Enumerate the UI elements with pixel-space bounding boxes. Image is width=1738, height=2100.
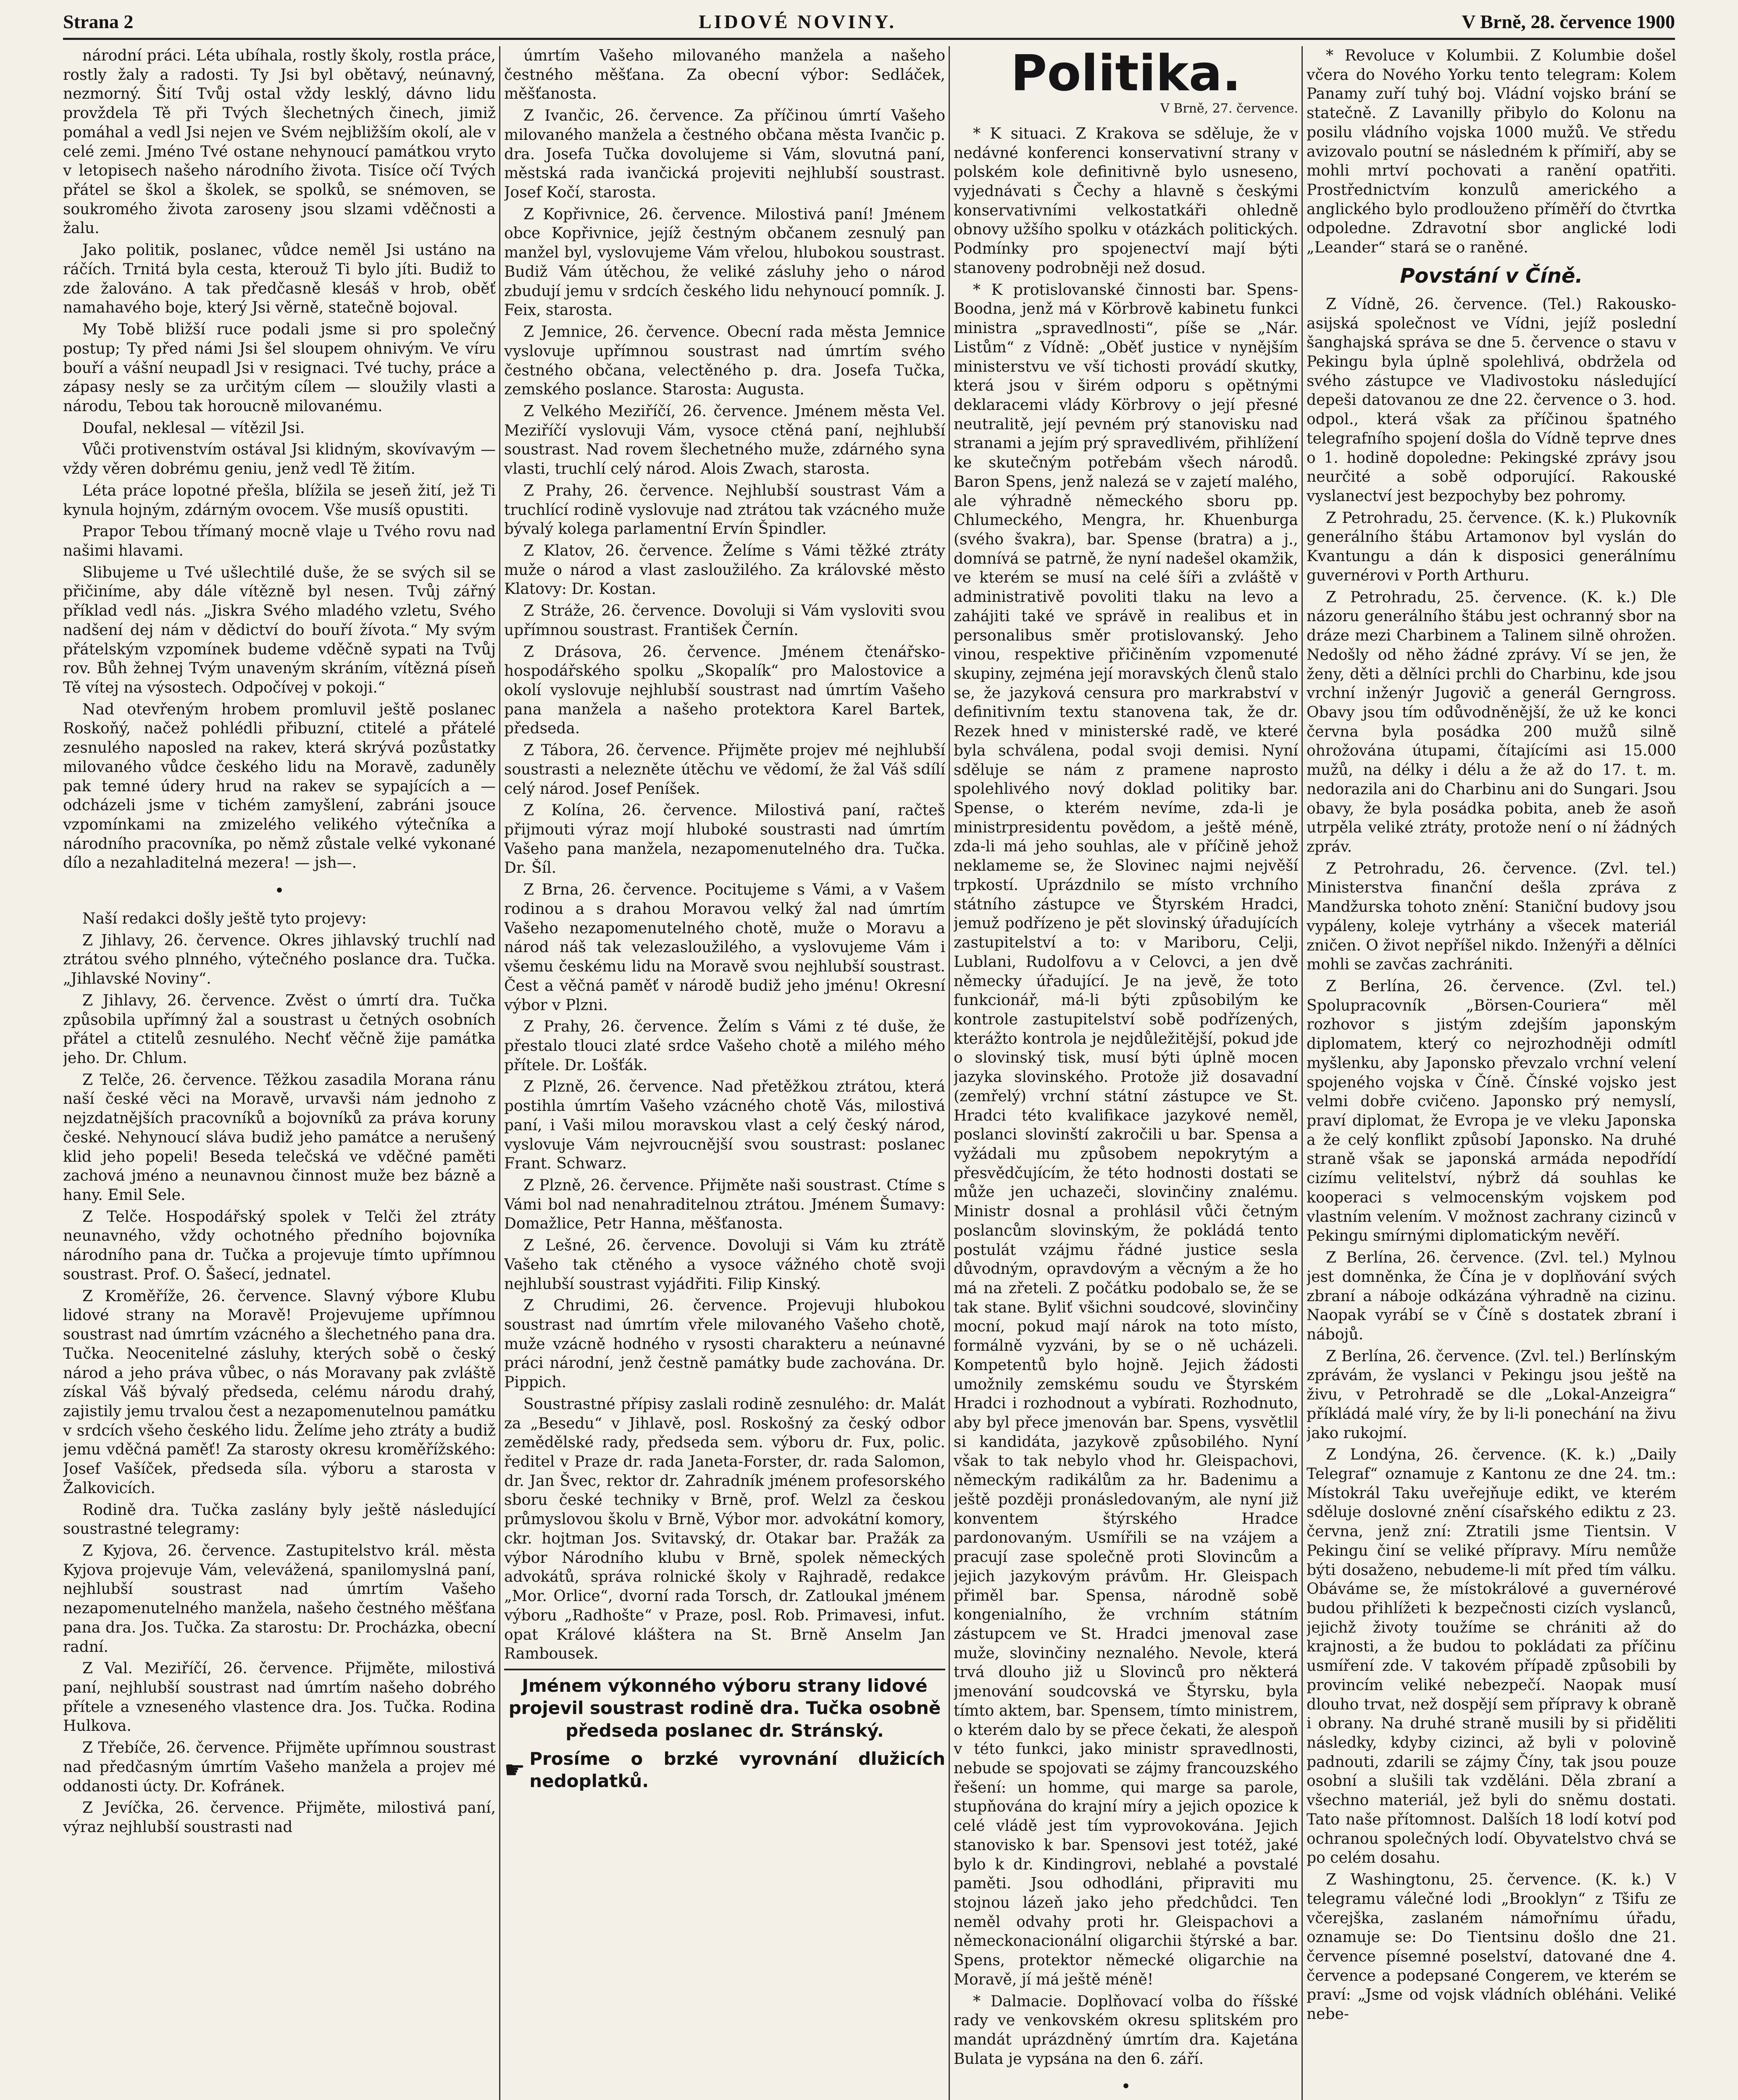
paragraph: Rodině dra. Tučka zaslány byly ještě následující soustrastné telegramy: bbox=[63, 1501, 496, 1538]
paragraph: Naší redakci došly ještě tyto projevy: bbox=[82, 910, 367, 927]
telegram: Z Telče, 26. července. Těžkou zasadila Morana ránu naší české věci na Moravě, urvavši nám jednoho z nejzdatnějších pracovníků a bojovníků za práva koruny české. Nehynoucí sláva budiž jeho památce a nerušený klid jeho popeli! Beseda telečská ve vděčné paměti zachová jméno a neunavnou činnost muže bez bázně a hany. Emil Sele. bbox=[63, 1071, 496, 1204]
telegram: Z Chrudimi, 26. července. Projevuji hlubokou soustrast nad úmrtím vřele milovaného Vašeho chotě, muže vzácně hodného v rysosti charakteru a neúnavné práci národní, jenž čestně památky bude zachována. Dr. Pippich. bbox=[504, 1297, 945, 1391]
telegram: Z Drásova, 26. července. Jménem čtenářsko-hospodářského spolku „Skopalík“ pro Malostovice a okolí vyslovuje nejhlubší soustrast nad úmrtím Vašeho pana manžela a našeho protektora Karel Bartek, předseda. bbox=[504, 643, 945, 738]
section-title: Povstání v Číně. bbox=[1400, 264, 1583, 288]
dispatch: Z Vídně, 26. července. (Tel.) Rakousko-asijská společnost ve Vídni, jejíž poslední šanghajská správa se dne 5. července o stavu v Pekingu byla úplně spolehlivá, obdržela od svého zástupce ve Vladivostoku následující depeši datovanou ze dne 22. července o 3. hod. odpol., která však za příčinou špatného telegrafního spojení došla do Vídně teprve dnes o 1. hodině dopoledne: Pekingské zprávy jsou neurčité a sobě odporující. Rakouské vyslanectví jest bezpochyby bez pohromy. bbox=[1307, 295, 1676, 505]
separator-mark: • bbox=[1121, 2077, 1131, 2097]
paragraph: Doufal, neklesal — vítězil Jsi. bbox=[82, 419, 305, 437]
telegram: Z Kolína, 26. července. Milostivá paní, račteš přijmouti výraz mojí hluboké soustrasti nad úmrtím Vašeho pana manžela, nezapomenutelného dra. Tučka. Dr. Šíl. bbox=[504, 802, 945, 877]
dispatch: Z Petrohradu, 25. července. (K. k.) Dle názoru generálního štábu jest ochranný sbor na dráze mezi Charbinem a Talinem silně ohrožen. Nedošly od něho žádné zprávy. Ví se jen, že ženy, děti a dělníci prchli do Charbinu, kde jsou vrchní inženýr Jugovič a generál Gerngross. Obavy jsou tím odůvodněnější, že už ke konci června byla posádka 200 mužů silně ohrožována útupami, čítajícími asi 15.000 mužů, na délky i délu a že až do 17. t. m. nedorazila ani do Charbinu ani do Sungari. Jsou obavy, že byla posádka pobita, aneb že asoň utrpěla veliké ztráty, protože není o ní žádných zpráv. bbox=[1307, 588, 1676, 856]
paragraph: Léta práce lopotné přešla, blížila se jeseň žití, jež Ti kynula hojným, zdárným ovocem. Vše musíš opustiti. bbox=[63, 482, 496, 519]
telegram: Z Kroměříže, 26. července. Slavný výbore Klubu lidové strany na Moravě! Projevujeme upřímnou soustrast nad úmrtím vzácného a šlechetného pana dra. Tučka. Neocenitelné zásluhy, kterých sobě o český národ a jeho práva vůbec, o nás Moravany pak zvláště získal Váš bývalý předseda, celému národu drahý, zajistily jemu trvalou čest a nezapomenutelnou památku v srdcích všeho českého lidu. Želíme jeho ztráty a budiž jemu vděčná paměť! Za starosty okresu kroměřížského: Josef Vašíček, předseda síla. výboru a starosta v Žalkovicích. bbox=[63, 1287, 496, 1497]
column-1 bbox=[63, 46, 496, 2100]
column-4 bbox=[1307, 46, 1676, 2100]
paragraph: Slibujeme u Tvé ušlechtilé duše, že se svých sil se přičiníme, aby dále vítězně byl nesen. Tvůj zářný příklad vedl nás. „Jiskra Svého mladého vzletu, Svého nadšení dej nám v dědictví do bouří žívota.“ My svým přátelským vzpomínek budeme vděčně sypati na Tvůj rov. Bůh žehnej Tvým unaveným skráním, vítězná píseň Tě vítej na výsostech. Odpočívej v pokoji.“ bbox=[63, 564, 496, 696]
telegram: Z Plzně, 26. července. Nad přetěžkou ztrátou, která postihla úmrtím Vašeho vzácného chotě Vás, milostivá paní, i Vaši milou moravskou vlast a celý český národ, vyslovuje Vám nejvroucnější svou soustrast: poslanec Frant. Schwarz. bbox=[504, 1078, 945, 1173]
payment-notice-text: Prosíme o brzké vyrovnání dlužicích nedoplatků. bbox=[529, 1748, 945, 1792]
telegram: Z Ivančic, 26. července. Za příčinou úmrtí Vašeho milovaného manžela a čestného občana města Ivančic p. dra. Josefa Tučka dovolujeme si Vám, slovutná paní, městská rada ivančická projeviti nejhlubší soustrast. Josef Kočí, starosta. bbox=[504, 107, 945, 202]
telegram: Z Kopřivnice, 26. července. Milostivá paní! Jménem obce Kopřivnice, jejíž čestným občanem zesnulý pan manžel byl, vyslovujeme Vám vřelou, hlubokou soustrast. Budiž Vám útěchou, že veliké zásluhy jeho o národ zbudují jemu v srdcích českého lidu nehynoucí pomník. J. Feix, starosta. bbox=[504, 205, 945, 319]
telegram: Z Velkého Meziříčí, 26. července. Jménem města Vel. Meziříčí vyslovuji Vám, vysoce ctěná paní, nejhlubší soustrast. Nad rovem šlechetného muže, zdárného syna vlasti, truchlí celý národ. Alois Zwach, starosta. bbox=[504, 402, 945, 478]
telegram: Z Prahy, 26. července. Želím s Vámi z té duše, že přestalo tlouci zlaté srdce Vašeho chotě a milého mého přítele. Dr. Lošťák. bbox=[504, 1018, 945, 1074]
dispatch: Z Berlína, 26. července. (Zvl. tel.) Spolupracovník „Börsen-Couriera“ měl rozhovor s jistým zdejším japonským diplomatem, který co nejrozhodněji odmítl myšlenku, aby Japonsko převzalo vrchní velení spojeného vojska v Číně. Čínské vojsko jest velmi dobře cvičeno. Japonsko prý nemyslí, praví diplomat, že Evropa je ve vleku Japonska a že celý konflikt způsobí Japonsko. Na druhé straně však se japonská armáda nepodřídí cizímu velitelství, nýbrž dá souhlas ke kooperaci s velmocenským vojskem pod vlastním velením. V možnost zachrany cizinců v Pekingu smírnými diplomatickým nevěří. bbox=[1307, 978, 1676, 1245]
paragraph: Nad otevřeným hrobem promluvil ještě poslanec Roskoňý, načež pohlédli přibuzní, ctitelé a přátelé zesnulého naposled na rakev, která skrývá pozůstatky milovaného vůdce českého lidu na Moravě, zaduněly pak temné údery hrud na rakev se sypajících a — odcházeli jsme v tichém zamyšlení, zabráni jsouce vzpomínkami na zmizelého velikého výtečníka a národního pracovníka, po němž zůstale velké vykonané dílo a nezahladitelná mezera! — jsh—. bbox=[63, 701, 496, 872]
paragraph: Prapor Tebou třímaný mocně vlaje u Tvého rovu nad našimi hlavami. bbox=[63, 523, 496, 559]
issue-date: V Brně, 28. července 1900 bbox=[1462, 10, 1675, 32]
telegram: Z Klatov, 26. července. Želíme s Vámi těžké ztráty muže o národ a vlast zasloužilého. Za královské město Klatovy: Dr. Kostan. bbox=[504, 542, 945, 598]
column-2 bbox=[504, 46, 945, 2100]
page-header bbox=[63, 5, 1675, 40]
committee-notice: Jménem výkonného výboru strany lidové projevil soustrast rodině dra. Tučka osobně předseda poslanec dr. Stránský. bbox=[504, 1669, 945, 1742]
column-rule bbox=[499, 46, 500, 2100]
telegram: Z Kyjova, 26. července. Zastupitelstvo král. města Kyjova projevuje Vám, velevážená, spanilomyslná paní, nejhlubší soustrast nad úmrtím Vašeho nezapomenutelného manžela, našeho čestného měšťana pana dra. Jos. Tučka. Za starostu: Dr. Procházka, obecní radní. bbox=[63, 1542, 496, 1656]
telegram: Z Jihlavy, 26. července. Okres jihlavský truchlí nad ztrátou svého plnného, výtečného poslance dra. Tučka. „Jihlavské Noviny“. bbox=[63, 932, 496, 988]
pointing-hand-icon: ☛ bbox=[504, 1756, 526, 1784]
column-rule bbox=[1302, 46, 1303, 2100]
dispatch: Z Berlína, 26. července. (Zvl. tel.) Berlínským zprávám, že vyslanci v Pekingu jsou ještě na živu, v Petrohradě se dle „Lokal-Anzeigra“ příkládá malé víry, že by li-li ponechání na živu jako rukojmí. bbox=[1307, 1347, 1676, 1442]
payment-notice bbox=[504, 1748, 945, 1793]
article: * Dalmacie. Doplňovací volba do říšské rady ve venkovském okresu splitském pro mandát uprázdněný úmrtím dra. Kajetána Bulata je vypsána na den 6. září. bbox=[954, 1992, 1298, 2068]
telegram: Z Lešné, 26. července. Dovoluji si Vám ku ztrátě Vašeho tak ctěného a vysoce vážného chotě svoji nejhlubší soustrast vyjádřiti. Filip Kinský. bbox=[504, 1237, 945, 1293]
telegram: Z Stráže, 26. července. Dovoluji si Vám vysloviti svou upřímnou soustrast. František Černín. bbox=[504, 602, 945, 639]
condolences-list: Soustrastné přípisy zaslali rodině zesnulého: dr. Malát za „Besedu“ v Jihlavě, posl. Roskošný za český odbor zemědělské rady, předseda sem. výboru dr. Fux, polic. ředitel v Praze dr. rada Janeta-Forster, dr. rada Salomon, dr. Jan Švec, rektor dr. Zahradník jménem profesorského sboru české techniky v Brně, prof. Welzl za českou průmyslovou školu v Brně, Výbor mor. advokátní komory, ckr. hojtman Jos. Svitavský, dr. Otakar bar. Pražák za výbor Národního klubu v Brně, spolek německých advokátů, správa rolnické školy v Rajhradě, redakce „Mor. Orlice“, dvorní rada Torsch, dr. Zatloukal jménem výboru „Radhošte“ v Praze, posl. Rob. Primavesi, infut. opat Králové kláštera na St. Brně Anselm Jan Rambousek. bbox=[504, 1395, 945, 1663]
telegram: Z Třebíče, 26. července. Přijměte upřímnou soustrast nad předčasným úmrtím Vašeho manžela a projev mé oddanosti úcty. Dr. Kofránek. bbox=[63, 1739, 496, 1795]
article: * K situaci. Z Krakova se sděluje, že v nedávné konferenci konservativní strany v polském kole definitivně bylo usneseno, vyjednávati s Čechy a hlavně s českými konservativními velkostatkáři ohledně obnovy užšího spolku v otázkách politických. Podmínky pro spojenectví mají býti stanoveny podrobněji než dosud. bbox=[954, 125, 1298, 277]
telegram: Z Telče. Hospodářský spolek v Telči žel ztráty neunavného, vždy ochotného předního bojovníka národního pana dr. Tučka a projevuje tímto upřímnou soustrast. Prof. O. Šašecí, jednatel. bbox=[63, 1208, 496, 1283]
column-rule bbox=[949, 46, 950, 2100]
separator-mark: • bbox=[274, 881, 284, 901]
page-number: Strana 2 bbox=[63, 10, 134, 32]
masthead: LIDOVÉ NOVINY. bbox=[699, 10, 897, 32]
paragraph: Vůči protivenstvím ostával Jsi klidným, skovívavým — vždy věren dobrému geniu, jenž vedl Tě žitím. bbox=[63, 441, 496, 478]
paragraph: Jako politik, poslanec, vůdce neměl Jsi ustáno na ráčích. Trnitá byla cesta, kterouž Ti bylo jíti. Budiž to zde žalováno. A tak předčasně klesáš v hrob, oběť namahavého boje, který Jsi věrně, statečně bojoval. bbox=[63, 242, 496, 317]
telegram: Z Val. Meziříčí, 26. července. Přijměte, milostivá paní, nejhlubší soustrast nad úmrtím našeho dobrého přítele a vzneseného vlastence dra. Jos. Tučka. Rodina Hulkova. bbox=[63, 1660, 496, 1735]
telegram: úmrtím Vašeho milovaného manžela a našeho čestného měšťana. Za obecní výbor: Sedláček, měšťanosta. bbox=[504, 47, 945, 103]
paragraph: My Tobě bližší ruce podali jsme si pro společný postup; Ty před námi Jsi šel sloupem ohnivým. Ve víru bouří a vášní neupadl Jsi v resignaci. Tvé tuchy, práce a zápasy nesly se za určitým cílem — sloužily vlasti a národu, Tebou tak horoucně milovanému. bbox=[63, 321, 496, 415]
telegram: Z Jevíčka, 26. července. Přijměte, milostivá paní, výraz nejhlubší soustrasti nad bbox=[63, 1799, 496, 1836]
telegram: Z Jihlavy, 26. července. Zvěst o úmrtí dra. Tučka způsobila upřímný žal a soustrast u četných osobních přátel a ctitelů zesnulého. Nechť věčně žije památka jeho. Dr. Chlum. bbox=[63, 992, 496, 1067]
dispatch: Z Petrohradu, 26. července. (Zvl. tel.) Ministerstva finanční dešla zpráva z Mandžurska tohoto znění: Staniční budovy jsou vypáleny, koleje vytrhány a všecek materiál zničen. O život nepříšel nikdo. Inženýři a dělníci mohli se zavčas zachrániti. bbox=[1307, 860, 1676, 974]
dispatch: Z Londýna, 26. července. (K. k.) „Daily Telegraf“ oznamuje z Kantonu ze dne 24. tm.: Místokrál Taku uveřejňuje edikt, ve kterém sděluje doslovné znění císařského ediktu z 23. června, jenž zní: Ztratili jsme Tientsin. V Pekingu činí se veliké přípravy. Míru nemůže býti dosaženo, nebudeme-li mít před tím válku. Obáváme se, že místokrálové a guvernérové budou přihlížeti k bezpečnosti cizích vyslanců, jejichž životy toužíme se chrániti až do krajnosti, a že budou to pokládati za příčinu usmíření zde. V takovém případě způsobili by provincím veliké nebezpečí. Naopak musí dlouho trvat, než dospějí sem přípravy k obraně i obrany. Na druhé straně musili by si přiděliti následky, kdyby cizinci, až byli v polovině padnouti, zdarili se zájmy Číny, tak jsou pouze osobní a slušili tak vzděláni. Děla zbraní a všechno materiál, jež byli do sněmu dostati. Tato naše přítomnost. Dalších 18 lodí kotví pod ochranou společných lodí. Obyvatelstvo chvá se po celém dosahu. bbox=[1307, 1446, 1676, 1867]
telegram: Z Brna, 26. července. Pocitujeme s Vámi, a v Vašem rodinou a s drahou Moravou velký žal nad úmrtím Vašeho nezapomenutelného chotě, muže o Moravu a národ náš tak velezasloužilého, a vyslovujeme Vám i všemu českému lidu na Moravě svou nejhlubší soustrast. Čest a věčná paměť v národě budiž jeho jménu! Okresní výbor v Plzni. bbox=[504, 881, 945, 1014]
dateline: V Brně, 27. července. bbox=[1160, 101, 1298, 116]
telegram: Z Jemnice, 26. července. Obecní rada města Jemnice vyslovuje upřímnou soustrast nad úmrtím svého čestného občana, velectěného p. dra. Josefa Tučka, zemského poslance. Starosta: Augusta. bbox=[504, 323, 945, 399]
article: * K protislovanské činnosti bar. Spens-Boodna, jenž má v Körbrově kabinetu funkci ministra „spravedlnosti“, píše se „Nár. Listům“ z Vídně: „Oběť justice v nynějším ministerstvu ve vší tichosti provádí skutky, která jsou v širém odporu s opětnými deklaracemi vlády Körbrovy o její přesné neutralitě, její pevném prý stanovisku nad stranami a jejím prý spravedlivém, přihlížení ke skutečným potřebám všech národů. Baron Spens, jenž nalezá se v zajetí malého, ale výhradně německého sboru pp. Chlumeckého, Mengra, hr. Khuenburga (svého švakra), bar. Spense (bratra) a j., domnívá se patrně, že nyní nadešel okamžik, ve kterém se musí na celé šíři a zvláště v administrativě povoliti tlaku na levo a zahájiti také ve správě in realibus et in personalibus směr protislovanský. Jeho vinou, respektive přičiněním vzpomenuté skupiny, zejména její moravských členů stalo se, že jazyková censura pro markrabství v definitivním textu stanovena tak, že dr. Rezek hned v ministerské radě, ve které byla schválena, podal svoji demisi. Nyní sděluje se nám z pramene naprosto spolehlivého nový doklad politiky bar. Spense, o kterém nevíme, zda-li je ministrpresidentu povědom, a ještě méně, zda-li má jeho souhlas, ale v příčině jehož neklameme se, že Slovinec najmi nejvěší trpkostí. Uprázdnilo se místo vrchního státního zástupce ve Štyrském Hradci, jemuž podřízeno je pět slovinský úřadujících zastupitelství a to: v Mariboru, Celji, Lublani, Rudolfovu a v Celovci, a jen dvě německy úřadující. Je na jevě, že toto funkcionář, má-li býti způsobilým ke kontrole zastupitelství sobě podřízených, kterážto kontrola je nejdůležitější, pokud jde o slovinský tisk, musí býti úplně mocen jazyka slovinského. Protože již dosavadní (zemřelý) vrchní státní zástupce ve St. Hradci této kvalifikace jazykové neměl, poslanci slovinští zakročili u bar. Spensa a vyžádali mu způsobem nepokrytým a přesvědčujícím, že této hodnosti dostati se může jen uchazeči, slovinčiny znalému. Ministr dosnal a prohlásil vůči četným poslancům slovinským, že pokládá tento postulát vzájmu řádné justice sesla důvodným, opravdovým a věcným a že ho má na zřeteli. Z počátku podobalo se, že se tak stane. Byliť všichni soudcové, slovinčiny mocní, pokud mají nárok na toto místo, formálně vyzváni, by se o ně ucházeli. Kompetentů bylo hojně. Jejich žádosti umožnily zemskému soudu ve Štyrském Hradci i rozhodnout a vybírati. Rozhodnuto, aby byl přece jmenován bar. Spens, vysvětlil si kandidáta, jazykově způsobilého. Nyní však to tak nebylo vhod hr. Gleispachovi, německým radikálům za hr. Badenimu a ještě později pronásledovaným, ale nyní již konventem štýrského Hradce pardonovaným. Usmířili se na vzájem a pracují zase společně proti Slovincům a jejich jazykovým právům. Hr. Gleispach přiměl bar. Spensa, národně sobě kongenialního, že vrchním státním zástupcem ve St. Hradci jmenoval zase muže, slovinčiny neznalého. Nevole, která trvá dlouho již u Slovinců pro některá jmenování soudcovská ve Štyrsku, byla tímto aktem, bar. Spensem, tímto ministrem, o kterém dalo by se přece čekati, že alespoň v této funkci, jako ministr spravedlnosti, nebude se spojovati se zájmy francouzského řešení: un homme, qui marge sa parole, stupňována do krajní míry a jejich opozice k celé vládě jest tím vyprovokována. Jejich stanovisko k bar. Spensovi jest totéž, jaké bylo k dr. Kindingrovi, neblahé a povstalé paměti. Jsou odhodláni, připraviti mu stojnou lázeň jako jeho předchůdci. Ten neměl odvahy proti hr. Gleispachovi a německonacionální oligarchii štýrské a bar. Spens, protektor německé oligarchie na Moravě, jí má ještě méně! bbox=[954, 281, 1298, 1988]
telegram: Z Plzně, 26. července. Přijměte naši soustrast. Ctíme s Vámi bol nad nenahraditelnou ztrátou. Jménem Šumavy: Domažlice, Petr Hanna, měšťanosta. bbox=[504, 1176, 945, 1233]
article: * Revoluce v Kolumbii. Z Kolumbie došel včera do Nového Yorku tento telegram: Kolem Panamy zuří tuhý boj. Vládní vojsko brání se statečně. Z Lavanilly přibylo do Kolonu na posilu vládního vojska 1000 mužů. Ve středu avizovalo poutní se následném k přímiří, aby se mohli mrtví pochovati a ranění opatřiti. Prostřednictvím konzulů amerického a anglického bylo prodlouženo příměří do čtvrtka odpoledne. Zdravotní sbor anglické lodi „Leander“ stará se o raněné. bbox=[1307, 47, 1676, 257]
column-3 bbox=[954, 46, 1298, 2100]
telegram: Z Prahy, 26. července. Nejhlubší soustrast Vám a truchlící rodině vyslovuje nad ztrátou tak vzácného muže bývalý kolega parlamentní Ervín Špindler. bbox=[504, 482, 945, 538]
paragraph: národní práci. Léta ubíhala, rostly školy, rostla práce, rostly žaly a radosti. Ty Jsi byl obětavý, neúnavný, nezmorný. Šití Tvůj ostal vždy lesklý, dávno lidu provždela Tě při Tvých šlechetných činech, jimiž pomáhal a vedl Jsi nejen ve Svém nejbližším okolí, ale v celé zemi. Jméno Tvé ostane nehynoucí památkou vryto v letopisech našeho národního života. Tisíce očí Tvých přátel se škol a školek, se spolků, se snémoven, se soukromého života zaroseny jsou slzami vděčnosti a žalu. bbox=[63, 47, 496, 237]
section-title: Politika. bbox=[1010, 46, 1241, 102]
dispatch: Z Petrohradu, 25. července. (K. k.) Plukovník generálního štábu Artamonov byl vyslán do Kvantungu a dán k disposici generálnímu guvernérovi v Porth Arthuru. bbox=[1307, 509, 1676, 584]
dispatch: Z Berlína, 26. července. (Zvl. tel.) Mylnou jest domněnka, že Čína je v doplňování svých zbraní a náboje odkázána výhradně na cizinu. Naopak vyrábí se v Číně s dostatek zbraní i nábojů. bbox=[1307, 1249, 1676, 1343]
telegram: Z Tábora, 26. července. Přijměte projev mé nejhlubší soustrasti a nelezněte útěchu ve vědomí, že žal Váš sdílí celý národ. Josef Peníšek. bbox=[504, 742, 945, 798]
dispatch: Z Washingtonu, 25. července. (K. k.) V telegramu válečné lodi „Brooklyn“ z Tšifu ze včerejška, zaslaném námořnímu úřadu, oznamuje se: Do Tientsinu došlo dne 21. července písemné poselství, datované dne 4. července a podepsané Congerem, ve kterém se praví: „Jsme od vojsk vládních obléháni. Veliké nebe- bbox=[1307, 1871, 1676, 2023]
